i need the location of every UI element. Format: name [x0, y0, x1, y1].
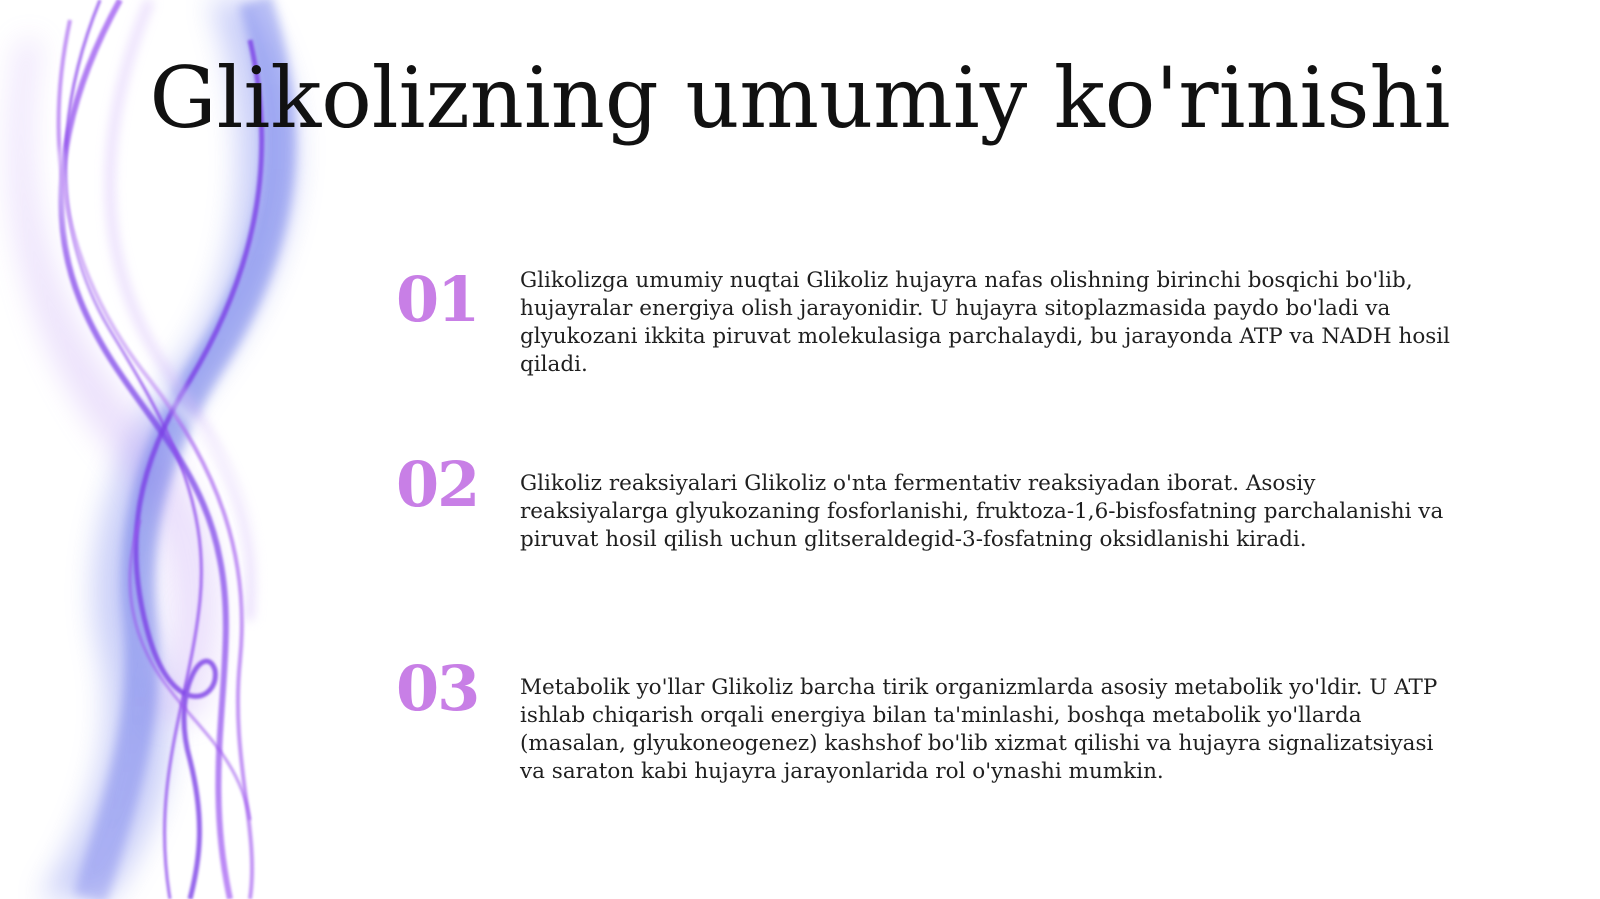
item-number: 03	[396, 652, 479, 725]
item-text: Glikoliz reaksiyalari Glikoliz o'nta fermentativ reaksiyadan iborat. Asosiy reaksiyalarga glyukozaning fosforlanishi, fruktoza-1,6-bisfosfatning parchalanishi va piruvat hosil qilish uchun glitseraldegid-3-fosfatning oksidlanishi kiradi.	[520, 471, 1444, 552]
slide-title: Glikolizning umumiy ko'rinishi	[149, 49, 1451, 147]
item-number: 02	[396, 448, 479, 521]
item-text: Glikolizga umumiy nuqtai Glikoliz hujayra nafas olishning birinchi bosqichi bo'lib, hujayralar energiya olish jarayonidir. U hujayra sitoplazmasida paydo bo'ladi va glyukozani ikkita piruvat molekulasiga parchalaydi, bu jarayonda ATP va NADH hosil qiladi.	[520, 268, 1451, 377]
item-text: Metabolik yo'llar Glikoliz barcha tirik organizmlarda asosiy metabolik yo'ldir. U ATP ishlab chiqarish orqali energiya bilan ta'minlashi, boshqa metabolik yo'llarda (masalan, glyukoneogenez) kashshof bo'lib xizmat qilishi va hujayra signalizatsiyasi va saraton kabi hujayra jarayonlarida rol o'ynashi mumkin.	[520, 675, 1438, 784]
item-number: 01	[396, 263, 479, 336]
